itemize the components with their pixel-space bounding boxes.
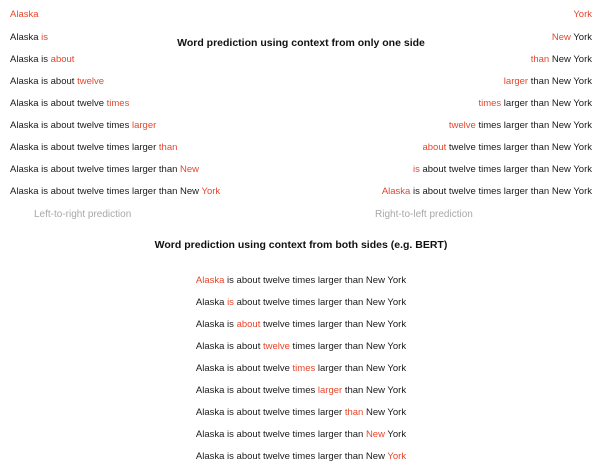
bidi-prefix: Alaska is about twelve times larger than <box>195 429 366 440</box>
bidi-prefix: Alaska is about twelve times larger <box>195 407 345 418</box>
rtl-suffix: larger than New York <box>501 98 592 109</box>
bidi-prefix: Alaska is about twelve times larger than New <box>195 451 388 462</box>
ltr-predicted-word: than <box>158 142 178 153</box>
rtl-row <box>422 142 592 154</box>
bidi-suffix: York <box>384 429 407 440</box>
bidi-predicted-word: about <box>236 319 261 330</box>
ltr-prefix: Alaska is about <box>10 76 78 87</box>
bidi-suffix: New York <box>363 407 407 418</box>
rtl-predicted-word: larger <box>503 76 529 87</box>
ltr-prefix: Alaska is about twelve times <box>10 120 132 131</box>
ltr-predicted-word: larger <box>131 120 157 131</box>
bidi-predicted-word: Alaska <box>195 275 225 286</box>
ltr-predicted-word: Alaska <box>10 9 39 20</box>
title-both-sides: Word prediction using context from both sides (e.g. BERT) <box>154 239 448 251</box>
bidi-predicted-word: than <box>344 407 364 418</box>
bidi-suffix: larger than New York <box>315 363 407 374</box>
bidi-suffix: than New York <box>342 385 407 396</box>
rtl-row <box>552 32 592 44</box>
bidi-predicted-word: larger <box>317 385 343 396</box>
ltr-predicted-word: times <box>106 98 130 109</box>
ltr-prefix: Alaska is about twelve <box>10 98 107 109</box>
ltr-row <box>10 9 39 21</box>
bidirectional-row <box>0 407 602 419</box>
bidi-suffix: about twelve times larger than New York <box>233 297 407 308</box>
bidirectional-row <box>0 297 602 309</box>
ltr-prefix: Alaska is about twelve times larger than <box>10 164 181 175</box>
ltr-predicted-word: twelve <box>77 76 105 87</box>
rtl-predicted-word: Alaska <box>381 186 411 197</box>
bidi-prefix: Alaska <box>195 297 228 308</box>
bidi-predicted-word: is <box>227 297 234 308</box>
rtl-suffix: York <box>570 32 592 43</box>
ltr-predicted-word: about <box>50 54 75 65</box>
rtl-suffix: is about twelve times larger than New York <box>410 186 592 197</box>
rtl-suffix: twelve times larger than New York <box>446 142 592 153</box>
rtl-predicted-word: than <box>530 54 550 65</box>
rtl-suffix: times larger than New York <box>475 120 592 131</box>
rtl-row <box>478 98 592 110</box>
ltr-predicted-word: New <box>180 164 200 175</box>
caption-left-to-right: Left-to-right prediction <box>34 209 132 220</box>
bidi-suffix: twelve times larger than New York <box>260 319 407 330</box>
rtl-predicted-word: is <box>412 164 420 175</box>
bidirectional-row <box>0 429 602 441</box>
bidirectional-row <box>0 363 602 375</box>
bidirectional-row <box>0 341 602 353</box>
rtl-suffix: New York <box>549 54 592 65</box>
ltr-row <box>10 120 156 132</box>
rtl-row <box>531 54 592 66</box>
ltr-row <box>10 186 220 198</box>
bidi-predicted-word: twelve <box>262 341 290 352</box>
ltr-row <box>10 142 177 154</box>
ltr-predicted-word: York <box>201 186 221 197</box>
ltr-predicted-word: is <box>41 32 49 43</box>
title-one-side: Word prediction using context from only one side <box>177 37 425 49</box>
bidirectional-row <box>0 451 602 463</box>
ltr-row <box>10 164 199 176</box>
bidi-prefix: Alaska is about twelve <box>195 363 293 374</box>
bidi-predicted-word: times <box>292 363 316 374</box>
ltr-row <box>10 54 74 66</box>
bidirectional-row <box>0 319 602 331</box>
bidirectional-row <box>0 275 602 287</box>
rtl-predicted-word: times <box>478 98 502 109</box>
rtl-suffix: about twelve times larger than New York <box>419 164 592 175</box>
ltr-prefix: Alaska is <box>10 54 51 65</box>
rtl-row <box>573 9 592 21</box>
rtl-predicted-word: New <box>551 32 571 43</box>
bidirectional-row <box>0 385 602 397</box>
ltr-prefix: Alaska is about twelve times larger than New <box>10 186 202 197</box>
bidi-prefix: Alaska is about twelve times <box>195 385 318 396</box>
rtl-row <box>413 164 592 176</box>
rtl-predicted-word: about <box>422 142 447 153</box>
bidi-prefix: Alaska is <box>195 319 237 330</box>
bidi-predicted-word: New <box>365 429 385 440</box>
bidi-prefix: Alaska is about <box>195 341 263 352</box>
rtl-row <box>382 186 592 198</box>
rtl-predicted-word: twelve <box>448 120 476 131</box>
bidi-predicted-word: York <box>387 451 407 462</box>
rtl-row <box>504 76 592 88</box>
rtl-suffix: than New York <box>528 76 592 87</box>
ltr-row <box>10 32 48 44</box>
bidi-suffix: times larger than New York <box>289 341 407 352</box>
ltr-prefix: Alaska <box>10 32 42 43</box>
ltr-row <box>10 98 129 110</box>
rtl-predicted-word: York <box>573 9 592 20</box>
rtl-row <box>449 120 592 132</box>
ltr-row <box>10 76 104 88</box>
caption-right-to-left: Right-to-left prediction <box>375 209 473 220</box>
bidi-suffix: is about twelve times larger than New York <box>224 275 407 286</box>
ltr-prefix: Alaska is about twelve times larger <box>10 142 159 153</box>
